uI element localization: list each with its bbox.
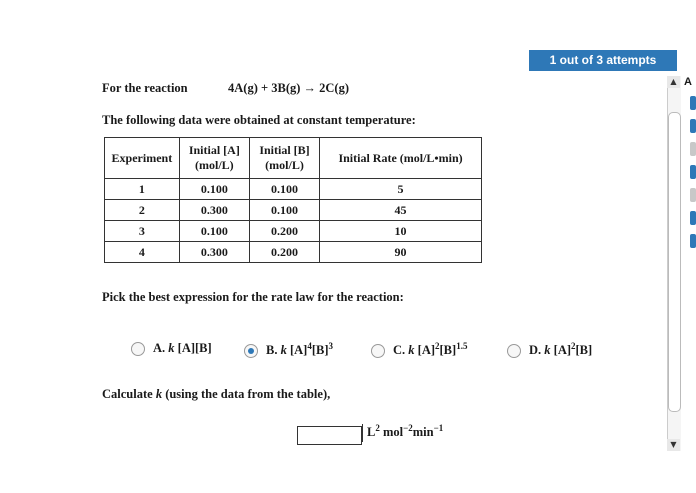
rate-law-question: Pick the best expression for the rate law for the reaction:	[102, 290, 404, 304]
side-marker[interactable]	[690, 188, 696, 202]
table-row	[105, 242, 482, 263]
units-divider	[362, 424, 363, 442]
header-initial-a: Initial [A] (mol/L)	[179, 138, 249, 179]
scrollbar-thumb[interactable]	[668, 112, 681, 412]
side-panel-label: A	[684, 76, 692, 88]
cell-rate: 45	[320, 200, 482, 221]
option-a[interactable]: A. k [A][B]	[131, 341, 212, 356]
cell-b: 0.200	[249, 221, 319, 242]
cell-a: 0.100	[179, 179, 249, 200]
data-table	[104, 137, 482, 263]
cell-rate: 90	[320, 242, 482, 263]
reaction-equation: 4A(g) + 3B(g) → 2C(g)	[228, 81, 349, 95]
table-header-row	[105, 138, 482, 179]
table-row	[105, 179, 482, 200]
header-experiment: Experiment	[105, 138, 180, 179]
header-initial-b: Initial [B] (mol/L)	[249, 138, 319, 179]
cell-experiment: 1	[105, 179, 180, 200]
table-row	[105, 200, 482, 221]
table-row	[105, 221, 482, 242]
cell-b: 0.200	[249, 242, 319, 263]
cell-a: 0.300	[179, 200, 249, 221]
data-intro: The following data were obtained at constant temperature:	[102, 113, 416, 127]
reaction-label: For the reaction	[102, 81, 188, 95]
cell-experiment: 2	[105, 200, 180, 221]
k-units: $L^2$ $mol^{-2}\min^{-1}$	[367, 423, 444, 440]
side-marker[interactable]	[690, 142, 696, 156]
scroll-down-arrow-icon[interactable]: ▼	[667, 439, 680, 451]
attempts-badge: 1 out of 3 attempts	[529, 50, 677, 71]
scroll-up-arrow-icon[interactable]: ▲	[667, 76, 680, 88]
side-marker[interactable]	[690, 234, 696, 248]
cell-b: 0.100	[249, 200, 319, 221]
k-answer-input[interactable]	[297, 426, 362, 445]
side-marker[interactable]	[690, 211, 696, 225]
cell-rate: 10	[320, 221, 482, 242]
cell-b: 0.100	[249, 179, 319, 200]
radio-c[interactable]	[371, 344, 385, 358]
side-marker[interactable]	[690, 165, 696, 179]
radio-b-selected[interactable]	[244, 344, 258, 358]
cell-rate: 5	[320, 179, 482, 200]
calc-prompt: Calculate k (using the data from the table),	[102, 387, 331, 401]
radio-a[interactable]	[131, 342, 145, 356]
cell-a: 0.300	[179, 242, 249, 263]
option-d[interactable]: D. k $[A]^2[B]$	[507, 341, 592, 358]
radio-d[interactable]	[507, 344, 521, 358]
header-initial-rate: Initial Rate (mol/L•min)	[320, 138, 482, 179]
side-marker[interactable]	[690, 96, 696, 110]
cell-experiment: 3	[105, 221, 180, 242]
option-c[interactable]: C. k $[A]^2[B]^{1.5}$	[371, 341, 467, 358]
option-b[interactable]: B. k $[A]^4[B]^3$	[244, 341, 333, 358]
side-marker[interactable]	[690, 119, 696, 133]
cell-a: 0.100	[179, 221, 249, 242]
cell-experiment: 4	[105, 242, 180, 263]
